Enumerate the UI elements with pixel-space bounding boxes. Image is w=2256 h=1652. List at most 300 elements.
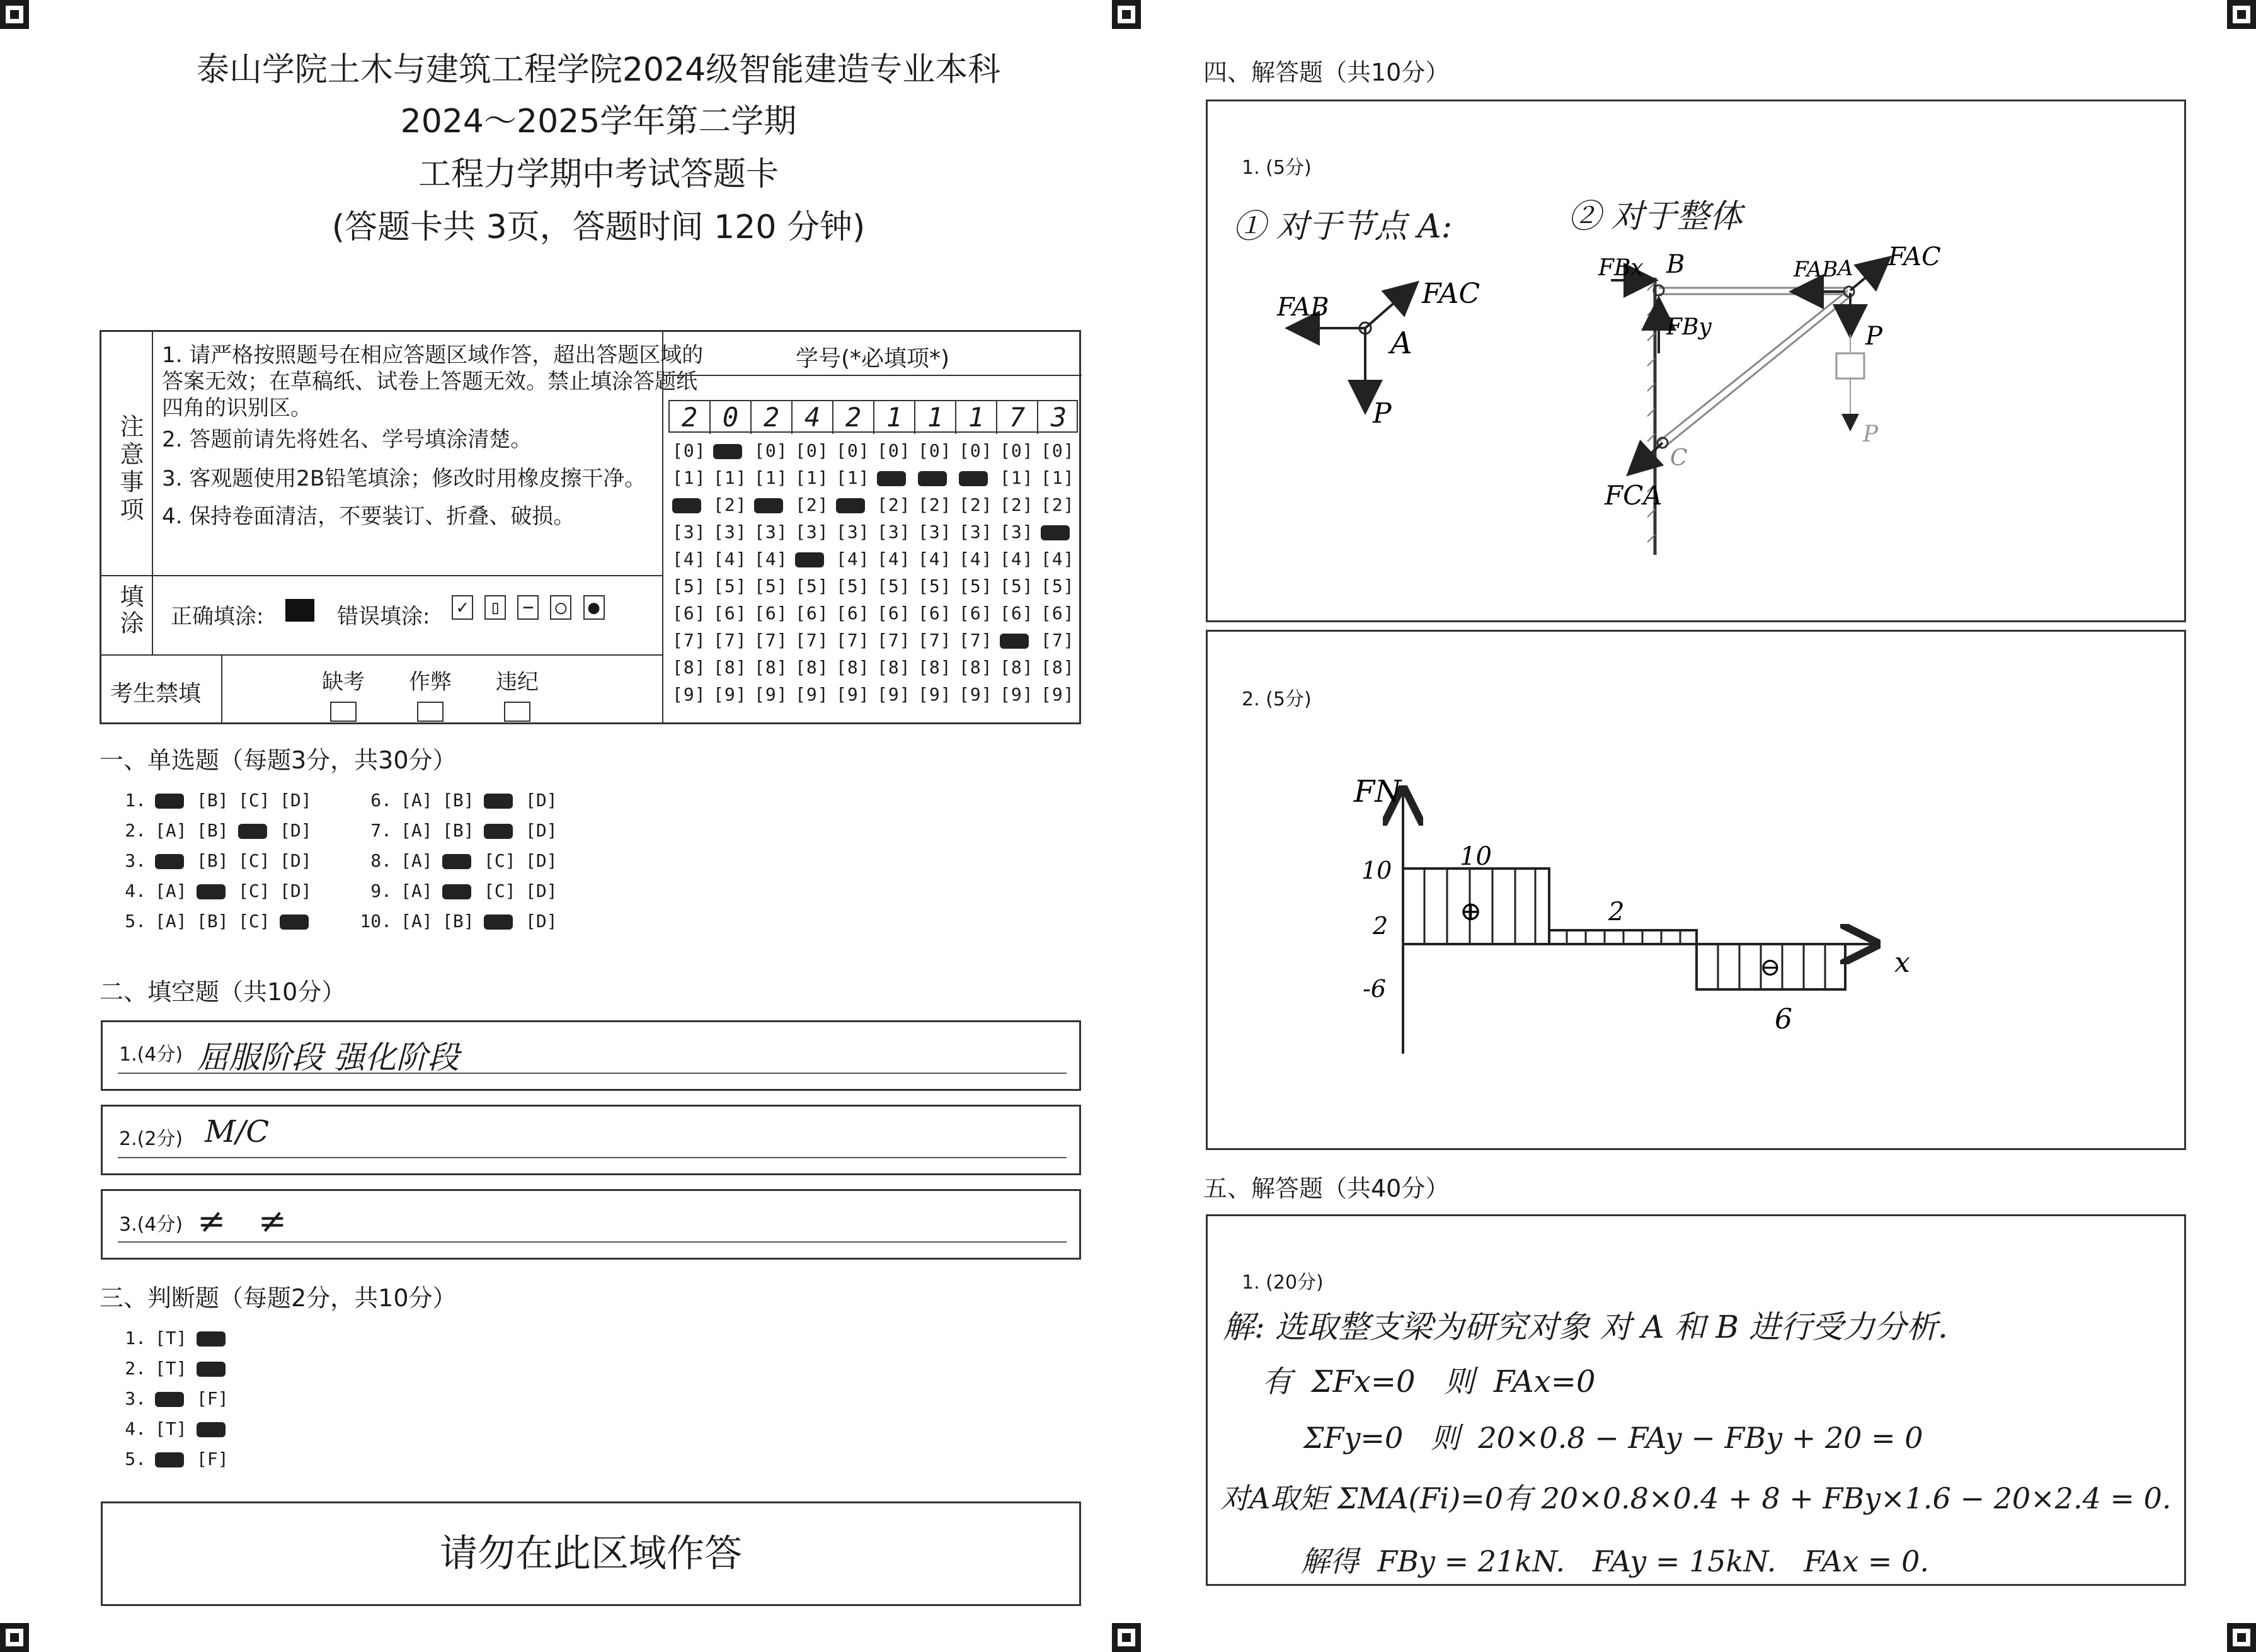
q4-1-box[interactable] <box>1206 100 2186 622</box>
student-id-bubble[interactable]: [8] <box>1000 657 1034 678</box>
student-id-bubble[interactable]: [2] <box>877 494 911 515</box>
student-id-panel <box>662 332 1082 722</box>
answer-bubble[interactable]: [C] <box>484 850 516 871</box>
answer-bubble-filled[interactable] <box>484 911 525 931</box>
forbid-side-label <box>101 654 222 724</box>
answer-bubble[interactable]: [T] <box>155 1358 187 1379</box>
student-id-bubble[interactable]: [5] <box>959 576 993 596</box>
answer-bubble-filled[interactable] <box>155 850 197 871</box>
section4-title: 四、解答题（共10分） <box>1203 59 1450 86</box>
q4-2-box[interactable] <box>1206 630 2186 1150</box>
student-id-bubble[interactable]: [2] <box>713 494 747 515</box>
answer-bubble[interactable]: [C] <box>238 850 270 871</box>
question-number: 5. <box>125 911 146 931</box>
forbid-violation-checkbox[interactable] <box>504 702 530 722</box>
q5-1-line-2: 有 ΣFx=0 则 FAx=0 <box>1262 1364 1596 1399</box>
student-id-bubble[interactable]: [3] <box>672 521 706 542</box>
student-id-digit-cell: 4 <box>793 401 833 434</box>
question-number: 1. <box>125 790 146 811</box>
student-id-bubble[interactable]: [9] <box>754 684 788 705</box>
student-id-bubble[interactable]: [3] <box>836 521 870 542</box>
answer-bubble[interactable]: [B] <box>197 911 229 931</box>
student-id-bubble[interactable]: [6] <box>672 603 706 624</box>
fill-blank-3-label: 3.(4分) <box>119 1214 183 1236</box>
filled-mark <box>836 498 865 513</box>
student-id-bubble[interactable]: [8] <box>959 657 993 678</box>
whole-fbx-label: FBx <box>1598 255 1644 281</box>
question-number: 4. <box>125 1418 146 1439</box>
student-id-bubble-filled[interactable] <box>836 494 865 515</box>
student-id-bubble[interactable]: [6] <box>959 603 993 624</box>
whole-b-label: B <box>1666 250 1685 279</box>
student-id-bubble[interactable]: [5] <box>918 576 952 596</box>
answer-row <box>113 1328 238 1348</box>
answer-bubble[interactable]: [A] <box>401 850 433 871</box>
student-id-bubble[interactable]: [8] <box>918 657 952 678</box>
answer-bubble[interactable]: [B] <box>197 820 229 841</box>
student-id-digits <box>668 400 1078 433</box>
q5-1-box[interactable] <box>1206 1214 2186 1586</box>
header-line-2: 2024～2025学年第二学期 <box>400 103 797 140</box>
student-id-bubble[interactable]: [0] <box>795 440 829 461</box>
fill-blank-1[interactable] <box>101 1020 1081 1091</box>
answer-bubble[interactable]: [A] <box>155 911 187 931</box>
student-id-bubble[interactable]: [4] <box>959 549 993 569</box>
answer-row <box>113 1449 238 1469</box>
student-id-bubble[interactable]: [4] <box>877 549 911 569</box>
student-id-bubble[interactable]: [6] <box>836 603 870 624</box>
filled-mark <box>442 884 471 899</box>
student-id-digit-cell: 1 <box>956 401 997 434</box>
answer-bubble[interactable]: [T] <box>155 1328 187 1348</box>
answer-bubble-filled[interactable] <box>155 1388 197 1409</box>
filled-mark <box>280 914 309 930</box>
fill-blank-1-answer: 屈服阶段 强化阶段 <box>197 1039 459 1076</box>
question-number: 9. <box>370 880 392 901</box>
q4-1-label: 1. (5分) <box>1242 157 1312 179</box>
student-id-bubble[interactable]: [1] <box>1041 467 1075 488</box>
filled-mark <box>442 854 471 869</box>
wrong-sample-bar-icon: ▯ <box>484 595 506 620</box>
answer-row <box>113 1418 238 1439</box>
filled-mark <box>713 444 742 459</box>
whole-structure-diagram <box>1598 242 1941 555</box>
student-id-bubble[interactable]: [0] <box>836 440 870 461</box>
filled-mark <box>877 471 906 486</box>
student-id-bubble-filled[interactable] <box>918 467 947 488</box>
header-line-4: (答题卡共 3页，答题时间 120 分钟) <box>331 208 866 246</box>
notice-item-2: 2. 答题前请先将姓名、学号填涂清楚。 <box>162 427 532 452</box>
student-id-bubble[interactable]: [8] <box>754 657 788 678</box>
tick-neg6: -6 <box>1363 975 1387 1003</box>
student-id-bubble[interactable]: [7] <box>754 630 788 651</box>
student-id-bubble-filled[interactable] <box>713 440 742 461</box>
corner-marker-top-right <box>2227 0 2256 29</box>
answer-bubble[interactable]: [C] <box>238 790 270 811</box>
fill-blank-3[interactable] <box>101 1189 1081 1260</box>
answer-row <box>113 880 321 901</box>
answer-bubble[interactable]: [D] <box>280 820 312 841</box>
student-id-bubble[interactable]: [5] <box>713 576 747 596</box>
student-id-digit-cell: 1 <box>874 401 915 434</box>
answer-bubble[interactable]: [T] <box>155 1418 187 1439</box>
student-id-bubble[interactable]: [9] <box>836 684 870 705</box>
answer-bubble[interactable]: [C] <box>484 880 516 901</box>
filled-mark <box>754 498 783 513</box>
notice-item-1: 1. 请严格按照题号在相应答题区域作答，超出答题区域的答案无效；在草稿纸、试卷上答题无效。禁止填涂答题纸四角的识别区。 <box>162 343 704 421</box>
info-box <box>100 330 1081 724</box>
student-id-bubble[interactable]: [8] <box>672 657 706 678</box>
student-id-title: 学号(*必填项*) <box>663 332 1082 376</box>
wrong-sample-dash-icon: − <box>517 595 539 620</box>
answer-bubble[interactable]: [D] <box>280 790 312 811</box>
answer-row <box>113 850 321 871</box>
notice-side-label <box>101 332 153 575</box>
q5-1-line-5: 解得 FBy = 21kN. FAy = 15kN. FAx = 0. <box>1301 1544 1929 1578</box>
divider <box>101 575 662 576</box>
filled-mark <box>1041 525 1070 540</box>
node-a-diagram <box>1276 278 1480 430</box>
answer-bubble[interactable]: [A] <box>155 820 187 841</box>
student-id-bubble[interactable]: [1] <box>713 467 747 488</box>
student-id-bubble[interactable]: [5] <box>672 576 706 596</box>
student-id-digit-cell: 2 <box>833 401 874 434</box>
student-id-bubble[interactable]: [9] <box>918 684 952 705</box>
student-id-bubble[interactable]: [7] <box>713 630 747 651</box>
student-id-bubble[interactable]: [0] <box>1041 440 1075 461</box>
student-id-bubble[interactable]: [6] <box>754 603 788 624</box>
answer-bubble[interactable]: [C] <box>238 911 270 931</box>
section5-title: 五、解答题（共40分） <box>1203 1175 1450 1202</box>
answer-row <box>113 1388 238 1409</box>
student-id-bubble[interactable]: [0] <box>959 440 993 461</box>
section3-answers <box>113 1328 365 1479</box>
answer-bubble-filled[interactable] <box>197 1328 238 1348</box>
notice-items <box>162 342 716 530</box>
student-id-bubble[interactable]: [1] <box>836 467 870 488</box>
student-id-bubble[interactable]: [5] <box>754 576 788 596</box>
question-number: 6. <box>370 790 392 811</box>
student-id-bubble[interactable]: [1] <box>795 467 829 488</box>
q4-2-label: 2. (5分) <box>1242 688 1312 710</box>
student-id-bubble[interactable]: [4] <box>918 549 952 569</box>
student-id-bubble-filled[interactable] <box>795 549 824 569</box>
answer-row <box>113 1358 238 1379</box>
correct-fill-sample <box>285 599 314 622</box>
q5-1-label: 1. (20分) <box>1242 1272 1324 1294</box>
student-id-bubble[interactable]: [7] <box>836 630 870 651</box>
answer-bubble[interactable]: [B] <box>442 790 474 811</box>
node-fab-label: FAB <box>1277 293 1329 322</box>
student-id-bubble[interactable]: [7] <box>1041 630 1075 651</box>
whole-fby-label: FBy <box>1666 314 1712 340</box>
answer-bubble[interactable]: [C] <box>238 880 270 901</box>
answer-bubble[interactable]: [D] <box>280 880 312 901</box>
answer-bubble[interactable]: [D] <box>280 850 312 871</box>
answer-row <box>359 850 567 871</box>
correct-fill-label: 正确填涂: <box>171 604 264 629</box>
section3-title: 三、判断题（每题2分，共10分） <box>100 1284 457 1312</box>
wrong-sample-dot-icon: ● <box>583 595 605 620</box>
student-id-bubble[interactable]: [3] <box>795 521 829 542</box>
student-id-bubble[interactable]: [6] <box>795 603 829 624</box>
answer-bubble-filled[interactable] <box>484 790 525 811</box>
filled-mark <box>155 1452 184 1467</box>
fill-blank-1-underline <box>118 1073 1067 1074</box>
question-number: 8. <box>370 850 392 871</box>
answer-bubble[interactable]: [A] <box>401 880 433 901</box>
student-id-bubble[interactable]: [2] <box>795 494 829 515</box>
question-number: 2. <box>125 820 146 841</box>
student-id-bubble[interactable]: [2] <box>1000 494 1034 515</box>
wrong-sample-circle-icon: ○ <box>550 595 571 620</box>
value-2-label: 2 <box>1608 897 1625 926</box>
answer-row <box>359 820 567 841</box>
student-id-bubble[interactable]: [7] <box>877 630 911 651</box>
student-id-bubble[interactable]: [3] <box>877 521 911 542</box>
answer-bubble-filled[interactable] <box>197 880 238 901</box>
student-id-bubble[interactable]: [6] <box>713 603 747 624</box>
notice-item-3: 3. 客观题使用2B铅笔填涂；修改时用橡皮擦干净。 <box>162 466 646 491</box>
answer-bubble-filled[interactable] <box>155 790 197 811</box>
fill-side-text: 填涂 <box>116 584 144 637</box>
student-id-bubble[interactable]: [0] <box>918 440 952 461</box>
student-id-bubble[interactable]: [8] <box>877 657 911 678</box>
student-id-bubble[interactable]: [5] <box>1000 576 1034 596</box>
q5-1-line-4: 对A取矩 ΣMA(Fi)=0有 20×0.8×0.4 + 8 + FBy×1.6 − 20×2.4 = 0. <box>1220 1481 2172 1515</box>
fill-blank-2-label: 2.(2分) <box>119 1128 183 1150</box>
fill-blank-2[interactable] <box>101 1105 1081 1175</box>
answer-bubble[interactable]: [B] <box>197 850 229 871</box>
node-fac-label: FAC <box>1422 278 1480 310</box>
student-id-bubble[interactable]: [3] <box>713 521 747 542</box>
student-id-bubble[interactable]: [9] <box>1041 684 1075 705</box>
forbid-violation-label: 违纪 <box>496 669 539 695</box>
q5-1-line-1: 解: 选取整支梁为研究对象 对 A 和 B 进行受力分析. <box>1223 1309 1948 1345</box>
forbid-absent-checkbox[interactable] <box>330 702 357 722</box>
answer-bubble[interactable]: [B] <box>197 790 229 811</box>
student-id-bubble-filled[interactable] <box>1000 630 1029 651</box>
student-id-bubble[interactable]: [3] <box>959 521 993 542</box>
student-id-bubble[interactable]: [3] <box>754 521 788 542</box>
student-id-bubble[interactable]: [6] <box>918 603 952 624</box>
student-id-bubble[interactable]: [0] <box>877 440 911 461</box>
fill-blank-1-label: 1.(4分) <box>119 1044 183 1066</box>
question-number: 2. <box>125 1358 146 1379</box>
student-id-bubble[interactable]: [1] <box>754 467 788 488</box>
filled-mark <box>238 824 267 839</box>
answer-bubble-filled[interactable] <box>238 820 280 841</box>
answer-row <box>113 820 321 841</box>
student-id-bubble[interactable]: [5] <box>836 576 870 596</box>
answer-row <box>359 911 567 931</box>
corner-marker-top-left <box>0 0 29 29</box>
forbid-cheat-checkbox[interactable] <box>417 702 444 722</box>
answer-row <box>359 880 567 901</box>
whole-a-label: A <box>1838 256 1853 281</box>
question-number: 1. <box>125 1328 146 1348</box>
student-id-bubble[interactable]: [5] <box>795 576 829 596</box>
filled-mark <box>155 1392 184 1407</box>
wrong-fill-label: 错误填涂: <box>337 604 430 629</box>
answer-bubble[interactable]: [A] <box>401 790 433 811</box>
student-id-bubble[interactable]: [8] <box>836 657 870 678</box>
tick-2: 2 <box>1373 912 1389 940</box>
answer-bubble-filled[interactable] <box>442 880 484 901</box>
answer-bubble[interactable]: [D] <box>525 911 558 931</box>
student-id-bubble[interactable]: [5] <box>1041 576 1075 596</box>
student-id-bubble-filled[interactable] <box>959 467 988 488</box>
filled-mark <box>197 1362 226 1377</box>
header-line-1: 泰山学院土木与建筑工程学院2024级智能建造专业本科 <box>196 51 1001 89</box>
answer-row <box>113 911 321 931</box>
student-id-bubble[interactable]: [4] <box>1000 549 1034 569</box>
student-id-bubble[interactable]: [4] <box>713 549 747 569</box>
student-id-bubble[interactable]: [8] <box>1041 657 1075 678</box>
sign-plus-label: ⊕ <box>1460 896 1482 926</box>
notice-side-text: 注意事项 <box>116 414 144 525</box>
fill-blank-2-answer: M/C <box>205 1114 270 1149</box>
answer-bubble[interactable]: [F] <box>197 1449 229 1469</box>
q4-1-part1: ① 对于节点 A: <box>1233 208 1453 246</box>
value-6-label: 6 <box>1775 1003 1792 1035</box>
student-id-bubble[interactable]: [8] <box>713 657 747 678</box>
student-id-bubble[interactable]: [4] <box>754 549 788 569</box>
answer-bubble[interactable]: [A] <box>155 880 187 901</box>
answer-bubble-filled[interactable] <box>155 1449 197 1469</box>
student-id-bubble[interactable]: [1] <box>672 467 706 488</box>
student-id-bubble[interactable]: [6] <box>877 603 911 624</box>
sign-minus-label: ⊖ <box>1760 953 1781 982</box>
section1-title: 一、单选题（每题3分，共30分） <box>100 746 457 774</box>
student-id-bubble[interactable]: [9] <box>959 684 993 705</box>
question-number: 10. <box>360 911 392 931</box>
student-id-bubble[interactable]: [0] <box>672 440 706 461</box>
whole-p-label: P <box>1865 322 1882 351</box>
filled-mark <box>155 854 184 869</box>
filled-mark <box>197 1331 226 1347</box>
answer-bubble-filled[interactable] <box>442 850 484 871</box>
student-id-bubble[interactable]: [9] <box>795 684 829 705</box>
student-id-bubble[interactable]: [6] <box>1041 603 1075 624</box>
answer-bubble[interactable]: [A] <box>401 820 433 841</box>
corner-marker-bottom-middle <box>1112 1623 1141 1652</box>
forbid-cheat[interactable] <box>409 664 452 722</box>
fill-blank-3-answer: ≠ ≠ <box>197 1201 287 1241</box>
student-id-bubble[interactable]: [2] <box>1041 494 1075 515</box>
answer-bubble-filled[interactable] <box>197 1418 238 1439</box>
filled-mark <box>918 471 947 486</box>
whole-c-label: C <box>1670 445 1688 471</box>
student-id-bubble[interactable]: [2] <box>918 494 952 515</box>
answer-bubble[interactable]: [B] <box>442 911 474 931</box>
q5-1-line-3: ΣFy=0 则 20×0.8 − FAy − FBy + 20 = 0 <box>1303 1421 1923 1455</box>
student-id-digit-cell: 2 <box>670 401 711 434</box>
answer-bubble[interactable]: [A] <box>401 911 433 931</box>
student-id-bubble[interactable]: [7] <box>959 630 993 651</box>
student-id-bubble-filled[interactable] <box>672 494 701 515</box>
question-number: 3. <box>125 1388 146 1409</box>
wrong-sample-check-icon: ✓ <box>452 595 473 620</box>
student-id-bubble[interactable]: [7] <box>795 630 829 651</box>
filled-mark <box>795 552 824 567</box>
student-id-bubble[interactable]: [8] <box>795 657 829 678</box>
student-id-bubble-filled[interactable] <box>877 467 906 488</box>
node-a-label: A <box>1390 326 1412 361</box>
student-id-bubble[interactable]: [5] <box>877 576 911 596</box>
student-id-bubble[interactable]: [1] <box>1000 467 1034 488</box>
filled-mark <box>155 794 184 809</box>
filled-mark <box>197 884 226 899</box>
student-id-bubble-filled[interactable] <box>1041 521 1070 542</box>
student-id-digit-cell: 2 <box>752 401 793 434</box>
question-number: 7. <box>370 820 392 841</box>
student-id-digit-cell: 0 <box>711 401 752 434</box>
filled-mark <box>484 824 513 839</box>
filled-mark <box>959 471 988 486</box>
corner-marker-bottom-left <box>0 1623 29 1652</box>
student-id-bubble[interactable]: [2] <box>959 494 993 515</box>
answer-bubble[interactable]: [D] <box>525 790 558 811</box>
question-number: 5. <box>125 1449 146 1469</box>
answer-bubble[interactable]: [D] <box>525 850 558 871</box>
answer-bubble-filled[interactable] <box>484 820 525 841</box>
answer-bubble-filled[interactable] <box>197 1358 238 1379</box>
answer-bubble-filled[interactable] <box>280 911 321 931</box>
tick-10: 10 <box>1361 857 1392 884</box>
student-id-bubble[interactable]: [9] <box>877 684 911 705</box>
question-number: 3. <box>125 850 146 871</box>
student-id-bubble[interactable]: [9] <box>672 684 706 705</box>
corner-marker-top-middle <box>1112 0 1141 29</box>
student-id-bubble[interactable]: [0] <box>754 440 788 461</box>
student-id-bubble[interactable]: [9] <box>1000 684 1034 705</box>
forbid-side-text: 考生禁填 <box>110 681 202 707</box>
node-p-label: P <box>1373 397 1392 430</box>
forbid-violation[interactable] <box>496 664 539 722</box>
answer-bubble[interactable]: [D] <box>525 880 558 901</box>
answer-row <box>113 790 321 811</box>
whole-fca-label: FCA <box>1605 480 1663 511</box>
filled-mark <box>1000 634 1029 649</box>
student-id-bubble[interactable]: [3] <box>918 521 952 542</box>
answer-bubble[interactable]: [D] <box>525 820 558 841</box>
forbid-absent[interactable] <box>322 664 365 722</box>
student-id-bubble[interactable]: [6] <box>1000 603 1034 624</box>
fill-blank-2-underline <box>118 1157 1067 1158</box>
student-id-bubble[interactable]: [4] <box>1041 549 1075 569</box>
student-id-bubble[interactable]: [0] <box>1000 440 1034 461</box>
section2-title: 二、填空题（共10分） <box>100 978 346 1006</box>
q4-1-part2: ② 对于整体 <box>1568 198 1743 236</box>
student-id-bubble-filled[interactable] <box>754 494 783 515</box>
answer-bubble[interactable]: [B] <box>442 820 474 841</box>
student-id-bubble[interactable]: [3] <box>1000 521 1034 542</box>
no-answer-zone <box>101 1501 1081 1606</box>
student-id-bubble[interactable]: [4] <box>672 549 706 569</box>
student-id-bubble[interactable]: [9] <box>713 684 747 705</box>
whole-fac-label: FAC <box>1888 242 1941 271</box>
student-id-bubble[interactable]: [7] <box>672 630 706 651</box>
section1-answers <box>113 790 605 941</box>
student-id-digit-cell: 3 <box>1050 402 1067 433</box>
notice-item-4: 4. 保持卷面清洁，不要装订、折叠、破损。 <box>162 504 575 529</box>
student-id-bubble[interactable]: [7] <box>918 630 952 651</box>
student-id-bubble[interactable]: [4] <box>836 549 870 569</box>
answer-bubble[interactable]: [F] <box>197 1388 229 1409</box>
whole-p2-label: P <box>1863 421 1879 447</box>
filled-mark <box>484 794 513 809</box>
